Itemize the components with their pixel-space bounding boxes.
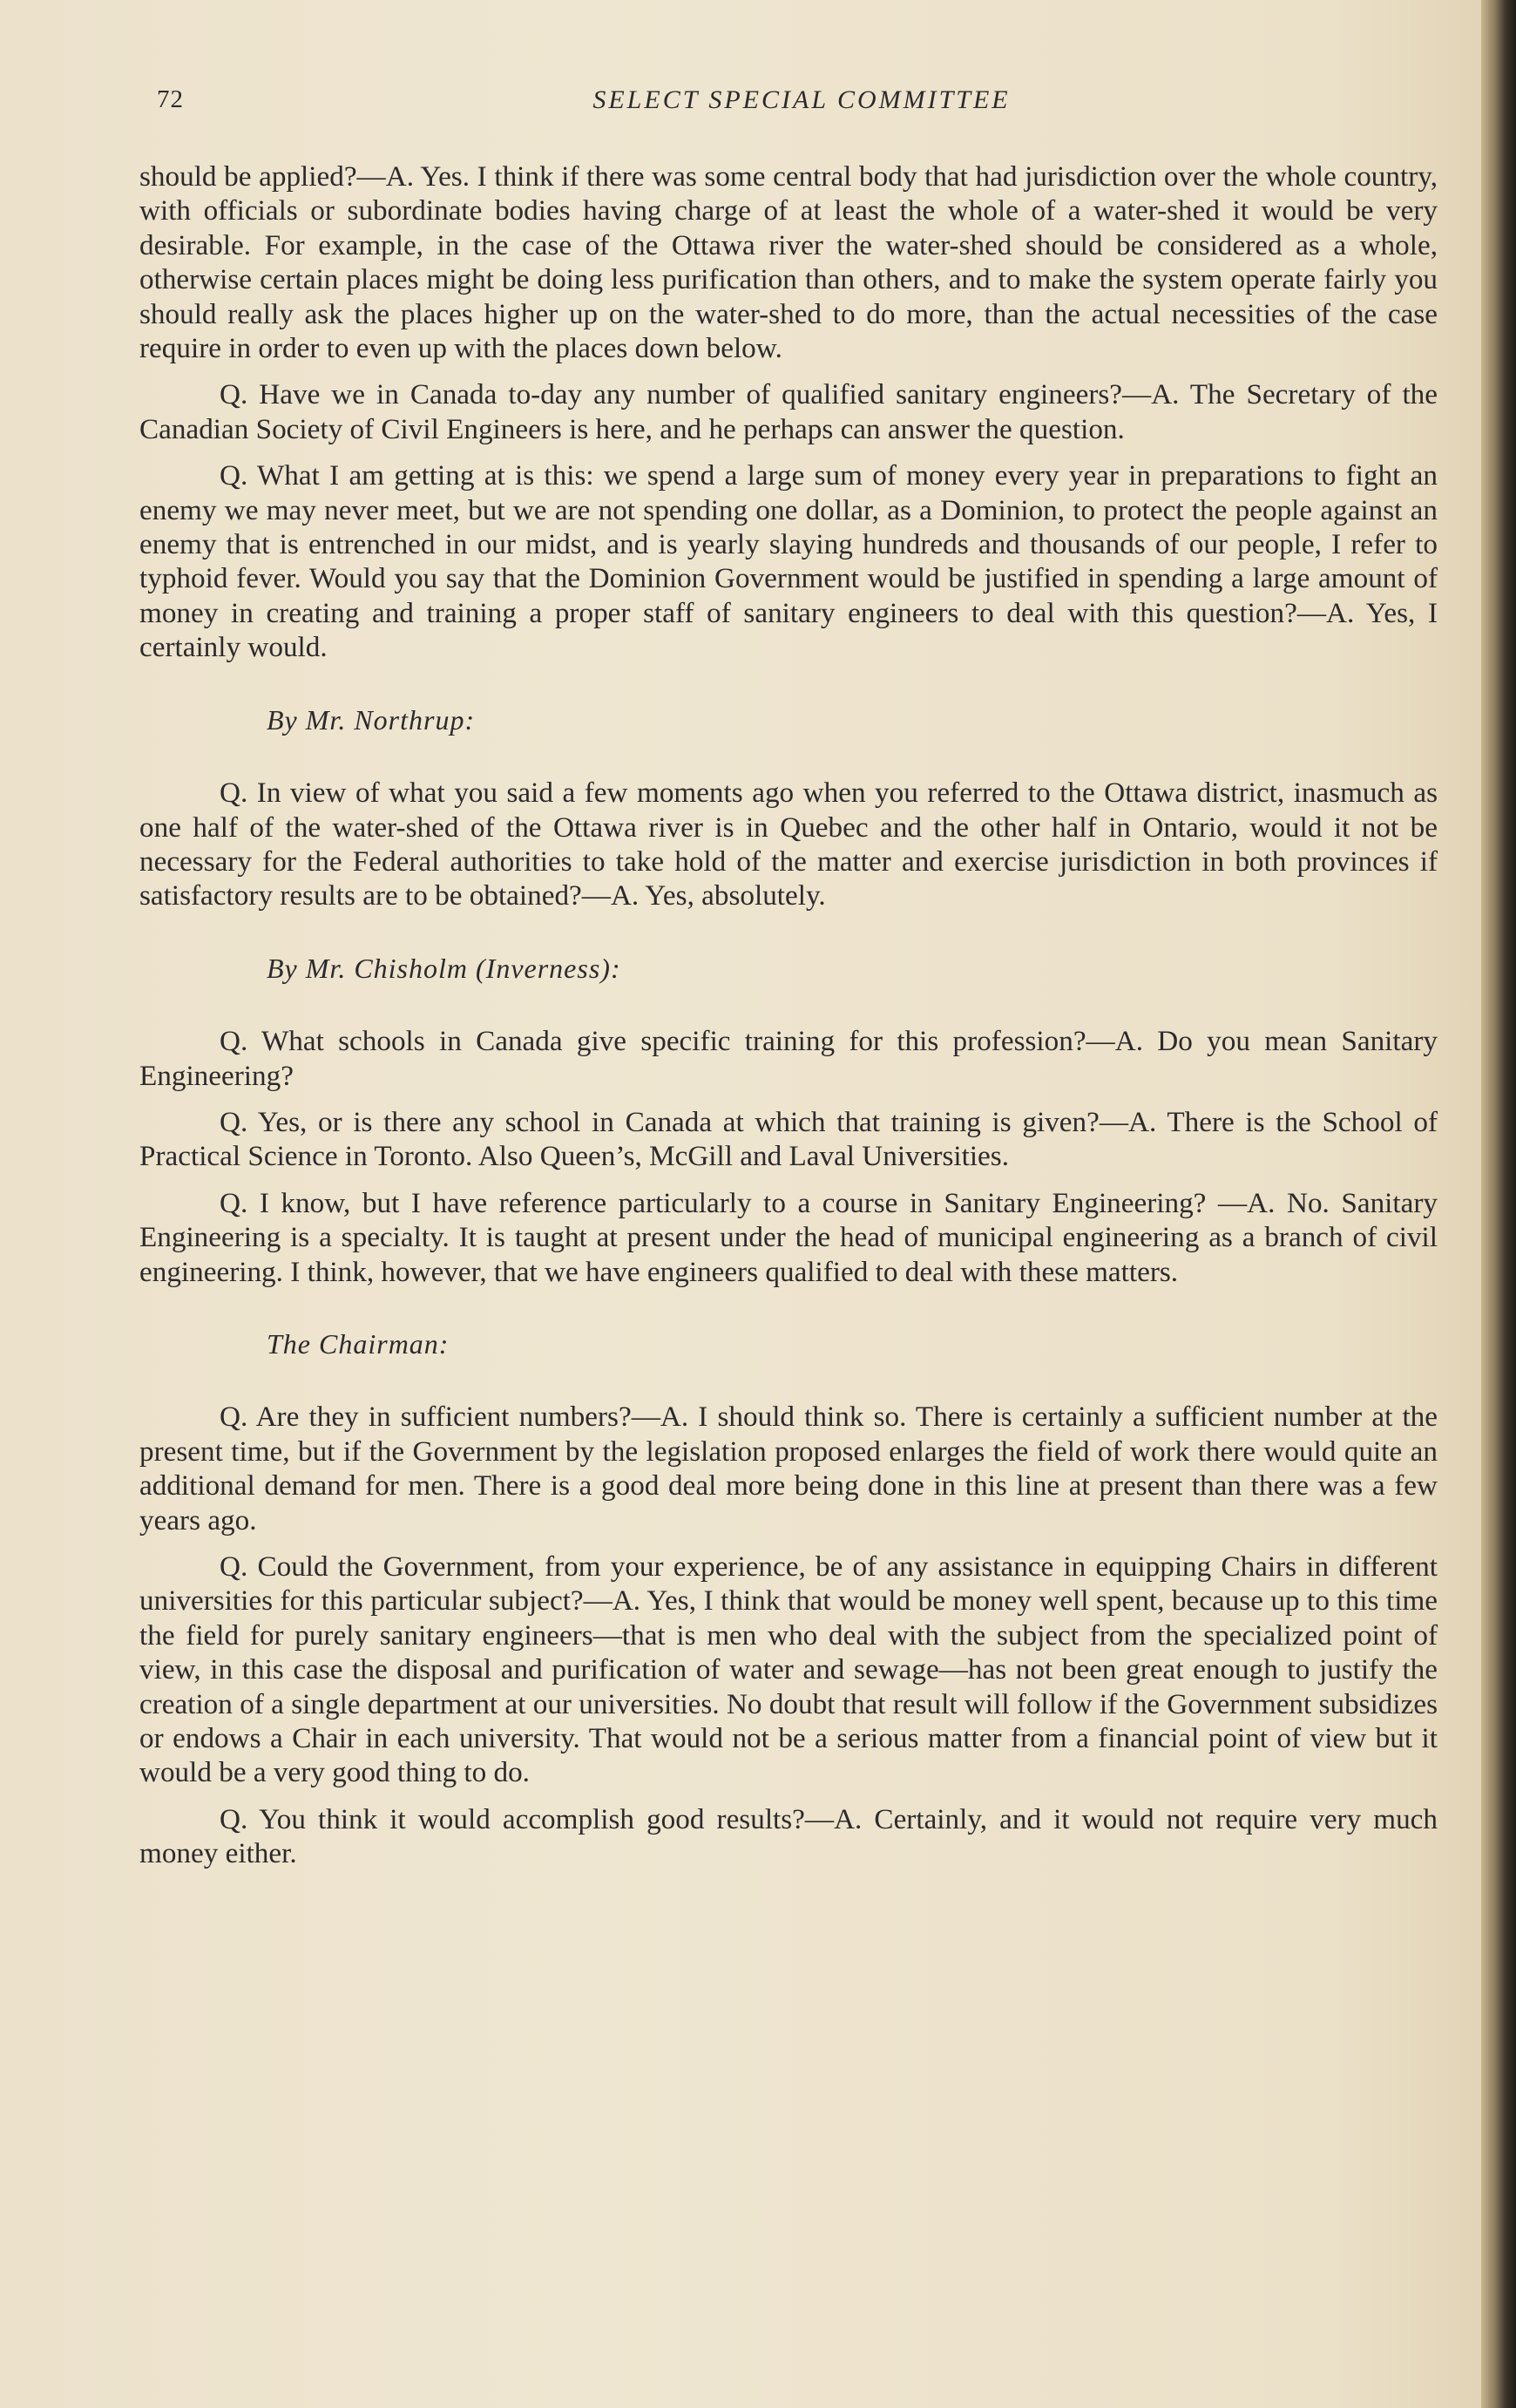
paragraph-qa: Q. Could the Government, from your experience, be of any assistance in equipping Chairs in different universities for this particular subject?—A. Yes, I think that would be money well spent, because up to this time the field for purely sanitary engineers—that is men who deal with the subject from the specialized point of view, in this case the disposal and purification of water and sewage—has not been great enough to justify the creation of a single department at our universities. No doubt that result will follow if the Government subsidizes or endows a Chair in each university. That would not be a serious matter from a financial point of view but it would be a very good thing to do.	[139, 1550, 1438, 1789]
page-header	[157, 85, 1446, 129]
paragraph-qa: Q. Yes, or is there any school in Canada at which that training is given?—A. There is the School of Practical Science in Toronto. Also Queen’s, McGill and Laval Universities.	[139, 1105, 1438, 1173]
running-title: SELECT SPECIAL COMMITTEE	[592, 85, 1011, 114]
speaker-heading-chairman: The Chairman:	[267, 1327, 450, 1360]
paragraph-qa: Q. I know, but I have reference particularly to a course in Sanitary Engineering? —A. No. Sanitary Engineering is a specialty. It is taught at present under the head of municipal engineering as a branch of civil engineering. I think, however, that we have engineers qualified to deal with these matters.	[139, 1186, 1438, 1288]
speaker-heading-chisholm: By Mr. Chisholm (Inverness):	[267, 952, 621, 984]
paragraph-qa: Q. Are they in sufficient numbers?—A. I should think so. There is certainly a sufficient number at the present time, but if the Government by the legislation proposed enlarges the field of work there would quite an additional demand for men. There is a good deal more being done in this line at present than there was a few years ago.	[139, 1401, 1438, 1536]
page-number: 72	[157, 85, 184, 113]
speaker-heading-northrup: By Mr. Northrup:	[267, 703, 476, 736]
paragraph-qa: Q. What I am getting at is this: we spend a large sum of money every year in preparations to fight an enemy we may never meet, but we are not spending one dollar, as a Dominion, to protect the people against an enemy that is entrenched in our midst, and is yearly slaying hundreds and thousands of our people, I refer to typhoid fever. Would you say that the Dominion Government would be justified in spending a large amount of money in creating and training a proper staff of sanitary engineers to deal with this question?—A. Yes, I certainly would.	[139, 459, 1438, 664]
paragraph-qa: Q. In view of what you said a few moments ago when you referred to the Ottawa district, inasmuch as one half of the water-shed of the Ottawa river is in Quebec and the other half in Ontario, would it not be necessary for the Federal authorities to take hold of the matter and exercise jurisdiction in both provinces if satisfactory results are to be obtained?—A. Yes, absolutely.	[139, 777, 1438, 912]
paragraph-qa: Q. You think it would accomplish good results?—A. Certainly, and it would not require very much money either.	[139, 1802, 1438, 1870]
paragraph-qa: Q. What schools in Canada give specific training for this profession?—A. Do you mean Sanitary Engineering?	[139, 1025, 1438, 1092]
paragraph-continuation: should be applied?—A. Yes. I think if there was some central body that had jurisdiction over the whole country, with officials or subordinate bodies having charge of at least the whole of a water-shed it would be very desirable. For example, in the case of the Ottawa river the water-shed should be considered as a whole, otherwise certain places might be doing less purification than others, and to make the system operate fairly you should really ask the places higher up on the water-shed to do more, than the actual necessities of the case require in order to even up with the places down below.	[139, 160, 1438, 365]
paragraph-qa: Q. Have we in Canada to-day any number of qualified sanitary engineers?—A. The Secretary of the Canadian Society of Civil Engineers is here, and he perhaps can answer the question.	[139, 378, 1438, 445]
book-binding-edge	[1481, 0, 1516, 2408]
page-body	[139, 159, 1438, 1883]
